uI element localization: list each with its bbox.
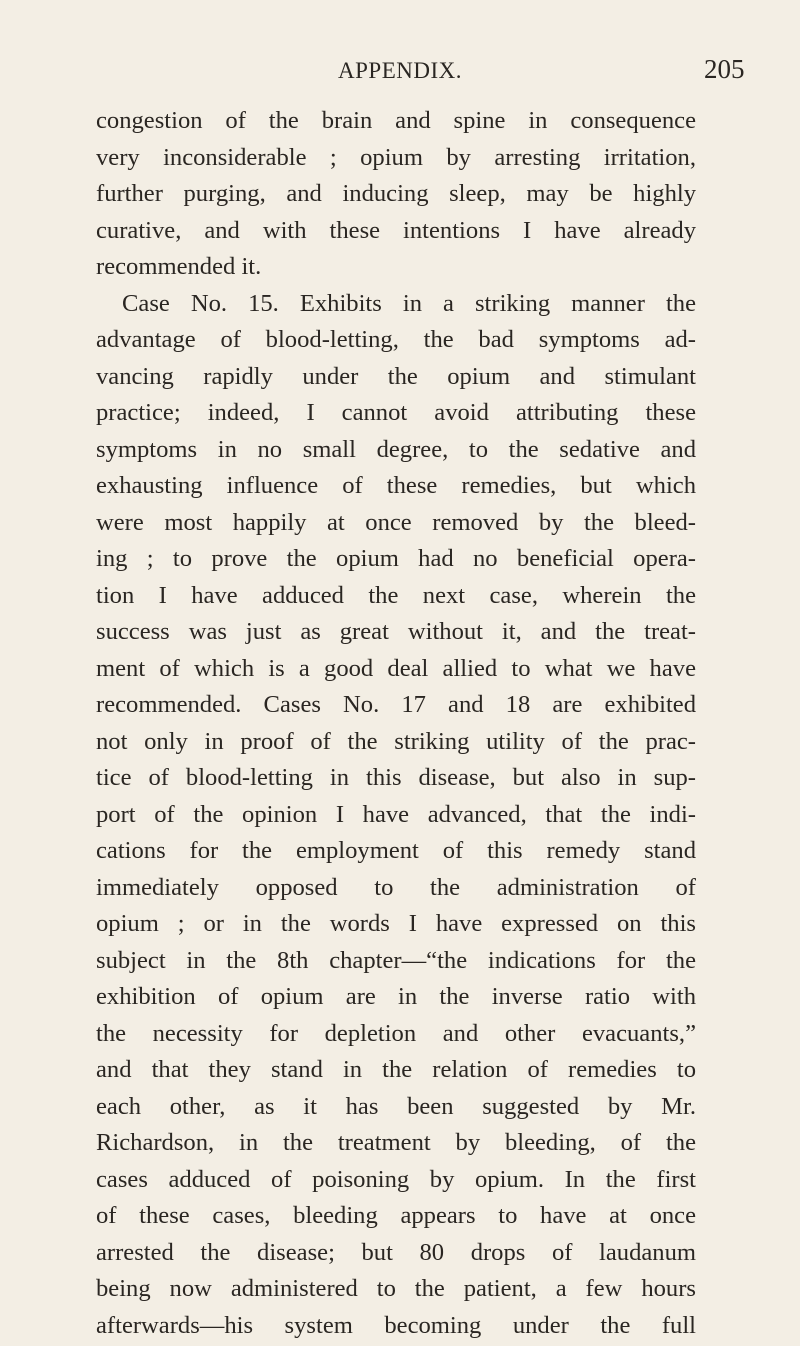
text-line: ing ; to prove the opium had no beneficial opera-: [96, 545, 696, 572]
text-line: port of the opinion I have advanced, that the indi-: [96, 800, 696, 828]
text-line: recommended. Cases No. 17 and 18 are exhibited: [96, 691, 696, 718]
text-line: exhibition of opium are in the inverse ratio with: [96, 983, 696, 1010]
text-line: were most happily at once removed by the bleed-: [96, 508, 696, 536]
text-line: afterwards—his system becoming under the full: [96, 1311, 696, 1339]
text-line: congestion of the brain and spine in consequence: [96, 107, 696, 134]
text-line: cases adduced of poisoning by opium. In the first: [96, 1165, 696, 1193]
text-line: success was just as great without it, and the treat-: [96, 618, 696, 645]
text-line: exhausting influence of these remedies, but which: [96, 472, 696, 499]
text-line: symptoms in no small degree, to the sedative and: [96, 435, 696, 463]
text-line: vancing rapidly under the opium and stimulant: [96, 362, 696, 390]
text-line: not only in proof of the striking utility of the prac-: [96, 727, 696, 755]
text-line: Case No. 15. Exhibits in a striking manner the: [122, 289, 696, 317]
text-line: further purging, and inducing sleep, may be highly: [96, 180, 696, 207]
text-line: tice of blood-letting in this disease, but also in sup-: [96, 764, 696, 791]
text-line: opium ; or in the words I have expressed on this: [96, 910, 696, 937]
text-line: being now administered to the patient, a few hours: [96, 1275, 696, 1302]
text-line: recommended it.: [96, 253, 262, 280]
page-number: 205: [704, 54, 745, 84]
text-line: immediately opposed to the administration of: [96, 873, 696, 901]
text-line: ment of which is a good deal allied to what we have: [96, 654, 696, 682]
text-line: advantage of blood-letting, the bad symptoms ad-: [96, 326, 696, 353]
text-line: practice; indeed, I cannot avoid attributing these: [96, 399, 696, 426]
text-line: the necessity for depletion and other evacuants,”: [96, 1019, 696, 1047]
body-text: [96, 103, 696, 1344]
text-line: subject in the 8th chapter—“the indications for the: [96, 946, 696, 974]
text-line: tion I have adduced the next case, wherein the: [96, 581, 696, 609]
text-line: of these cases, bleeding appears to have at once: [96, 1202, 696, 1229]
text-line: curative, and with these intentions I have already: [96, 216, 696, 244]
text-line: arrested the disease; but 80 drops of laudanum: [96, 1238, 696, 1266]
text-line: Richardson, in the treatment by bleeding, of the: [96, 1129, 696, 1156]
text-line: and that they stand in the relation of remedies to: [96, 1056, 696, 1083]
text-line: cations for the employment of this remedy stand: [96, 837, 696, 864]
text-line: each other, as it has been suggested by Mr.: [96, 1092, 696, 1120]
running-head: APPENDIX.: [338, 58, 462, 83]
text-line: very inconsiderable ; opium by arresting irritation,: [96, 143, 696, 171]
